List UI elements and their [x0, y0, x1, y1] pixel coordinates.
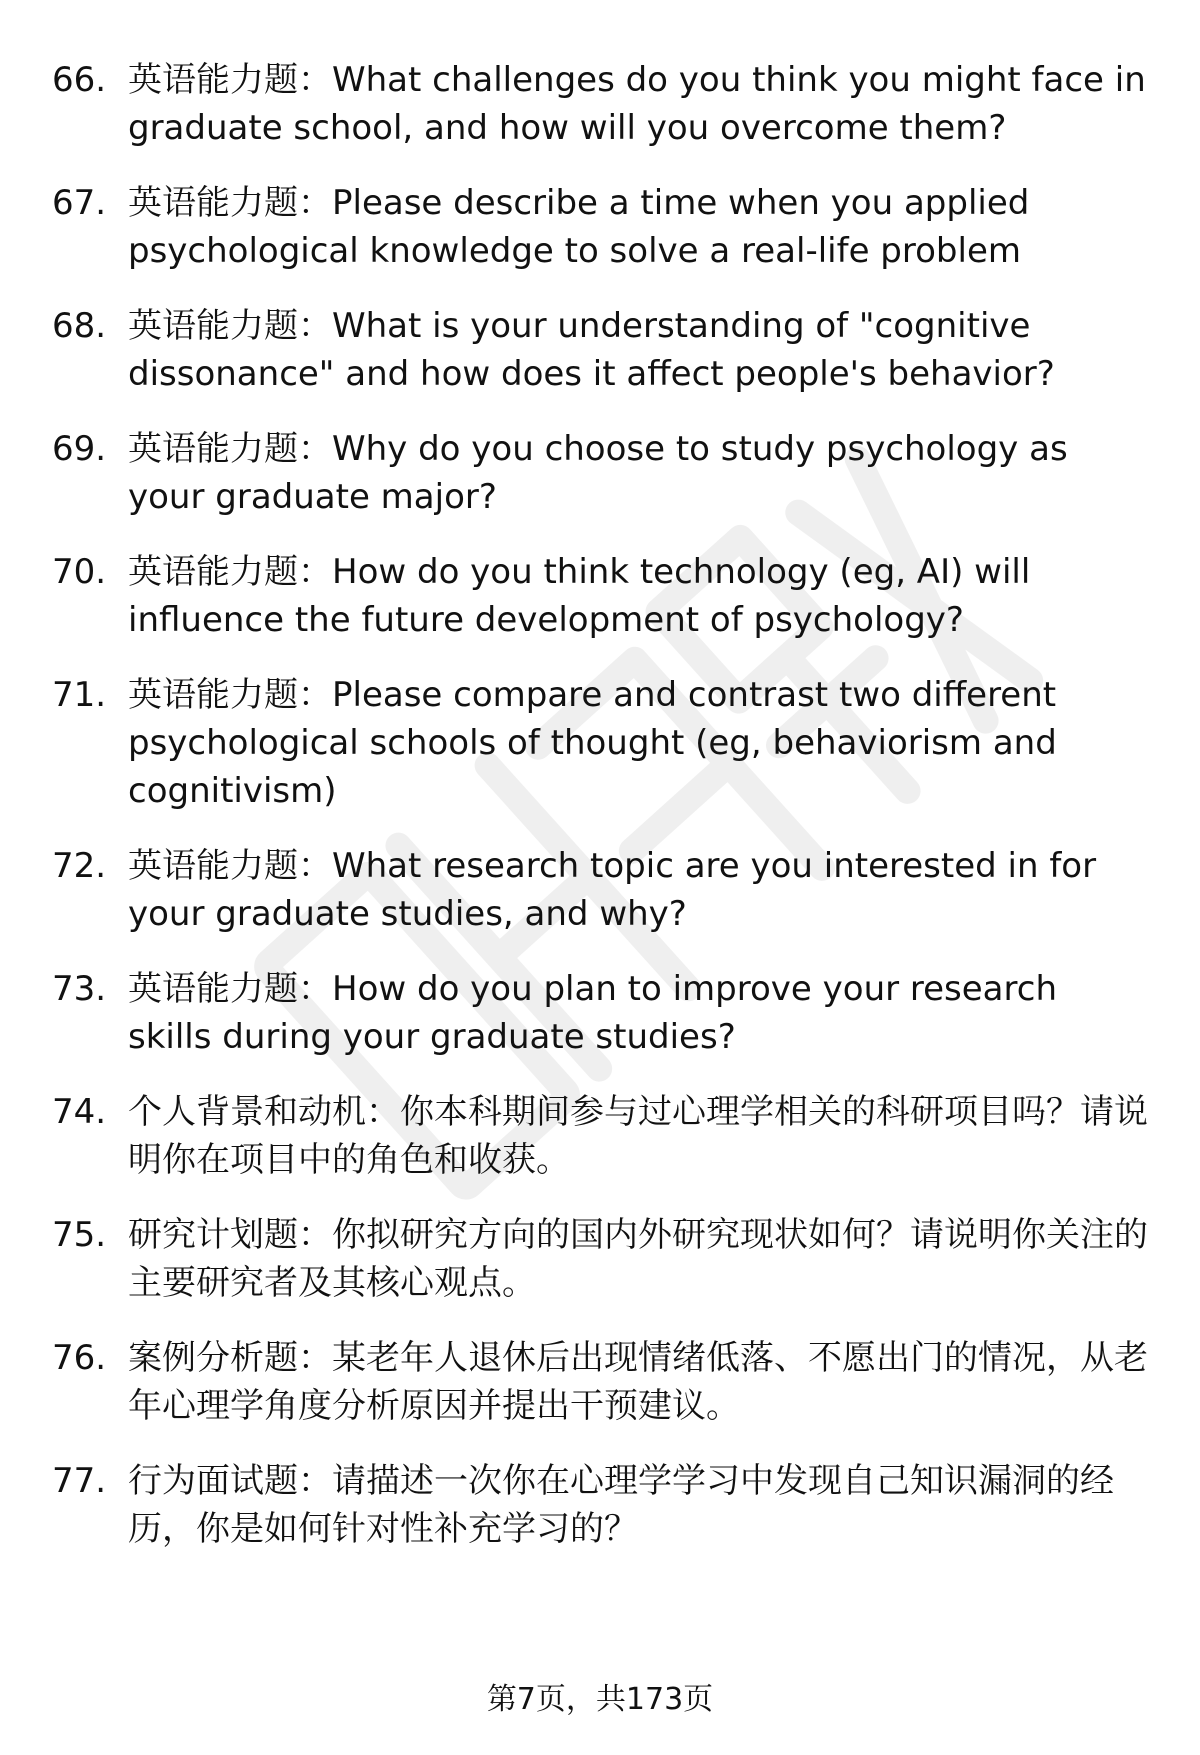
question-number: 77. [52, 1461, 107, 1501]
question-number: 71. [52, 675, 107, 715]
question-text: 英语能力题：What research topic are you interested in for your graduate studies, and why? [128, 846, 1097, 934]
question-number: 66. [52, 60, 107, 100]
question-text: 英语能力题：Please describe a time when you applied psychological knowledge to solve a real-life problem [128, 183, 1030, 271]
question-number: 76. [52, 1338, 107, 1378]
question-number: 68. [52, 306, 107, 346]
question-item-71 [0, 671, 1200, 815]
question-text: 个人背景和动机：你本科期间参与过心理学相关的科研项目吗？请说明你在项目中的角色和收获。 [128, 1092, 1148, 1180]
question-number: 72. [52, 846, 107, 886]
question-item-77 [0, 1457, 1200, 1553]
question-item-70 [0, 548, 1200, 644]
question-text: 英语能力题：How do you think technology (eg, AI) will influence the future development of psychology? [128, 552, 1031, 640]
question-text: 英语能力题：Please compare and contrast two different psychological schools of thought (eg, behaviorism and cognitivism) [128, 675, 1057, 811]
page-footer: 第7页，共173页 [486, 1682, 714, 1717]
question-item-74 [0, 1088, 1200, 1184]
question-item-73 [0, 965, 1200, 1061]
question-item-66 [0, 56, 1200, 152]
question-number: 73. [52, 969, 107, 1009]
question-item-75 [0, 1211, 1200, 1307]
question-text: 英语能力题：What challenges do you think you might face in graduate school, and how will you overcome them? [128, 60, 1146, 148]
question-item-69 [0, 425, 1200, 521]
question-item-68 [0, 302, 1200, 398]
question-item-67 [0, 179, 1200, 275]
question-number: 70. [52, 552, 107, 592]
question-text: 案例分析题：某老年人退休后出现情绪低落、不愿出门的情况，从老年心理学角度分析原因并提出干预建议。 [128, 1338, 1148, 1426]
question-text: 英语能力题：How do you plan to improve your research skills during your graduate studies? [128, 969, 1057, 1057]
question-item-76 [0, 1334, 1200, 1430]
question-list [0, 56, 1200, 1580]
question-item-72 [0, 842, 1200, 938]
question-text: 英语能力题：What is your understanding of "cognitive dissonance" and how does it affect people's behavior? [128, 306, 1055, 394]
question-text: 研究计划题：你拟研究方向的国内外研究现状如何？请说明你关注的主要研究者及其核心观点。 [128, 1215, 1148, 1303]
question-number: 74. [52, 1092, 107, 1132]
question-number: 69. [52, 429, 107, 469]
question-text: 英语能力题：Why do you choose to study psychology as your graduate major? [128, 429, 1068, 517]
question-text: 行为面试题：请描述一次你在心理学学习中发现自己知识漏洞的经历，你是如何针对性补充学习的？ [128, 1461, 1114, 1549]
question-number: 75. [52, 1215, 107, 1255]
question-number: 67. [52, 183, 107, 223]
